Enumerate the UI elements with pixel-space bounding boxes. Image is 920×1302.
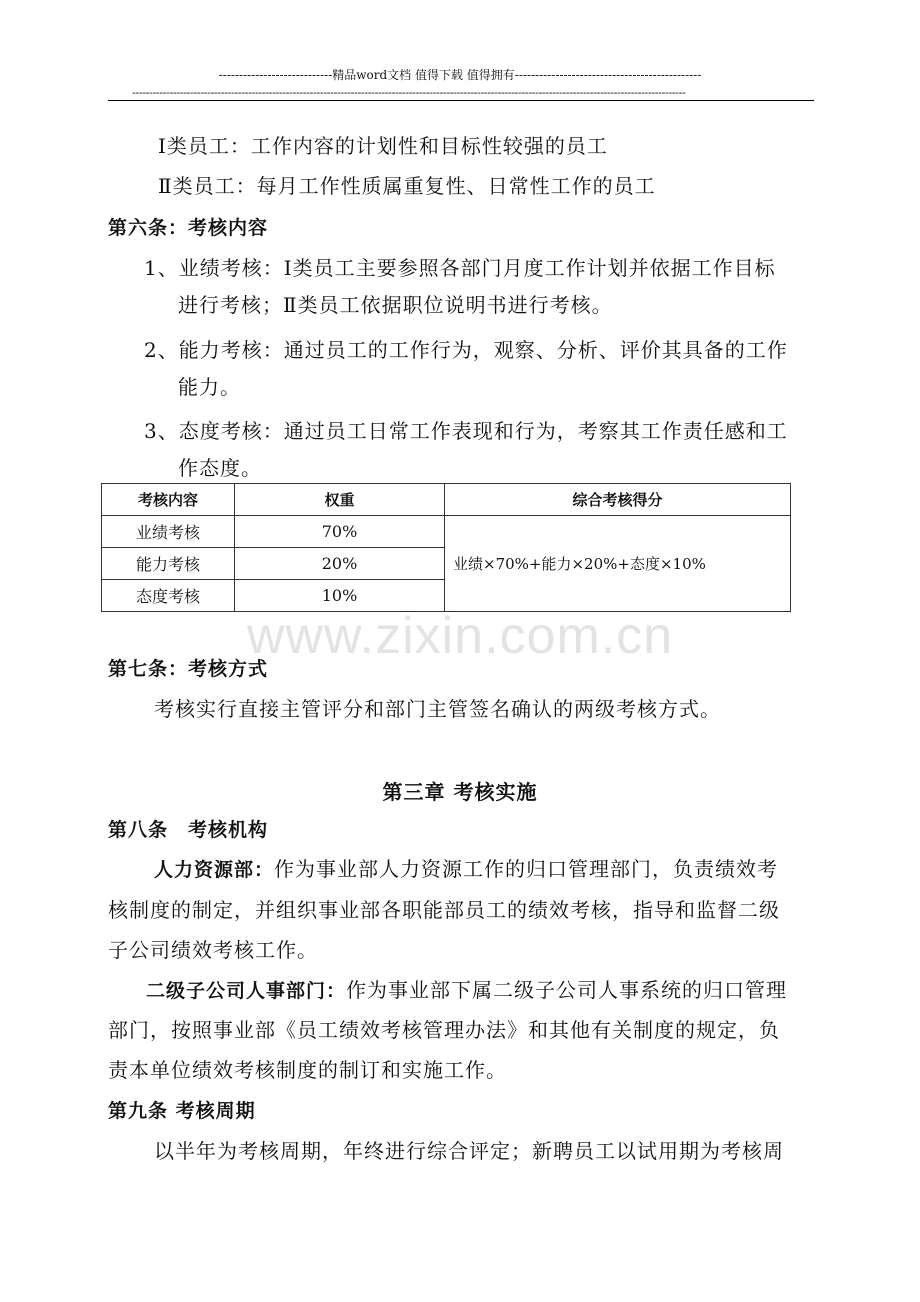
article6-item3-line2: 作态度。 [178,456,262,480]
chapter-title: 第三章 考核实施 [382,780,538,804]
header-content: 考核内容 [102,484,235,516]
article6-item1-line1: 1、业绩考核：Ⅰ类员工主要参照各部门月度工作计划并依据工作目标 [144,256,776,280]
hr-dept-text: 作为事业部人力资源工作的归口管理部门，负责绩效考 [274,857,779,881]
header-dash-line: ------------------------------------------------------------------------------------------------------------------------------------------------------------------ [132,86,686,99]
article8-hr-line1 [154,857,778,882]
article6-item1-line2: 进行考核；Ⅱ类员工依据职位说明书进行考核。 [178,293,613,317]
row-weight: 20% [235,548,445,580]
hr-dept-label: 人力资源部： [154,859,275,881]
header-score: 综合考核得分 [445,484,791,516]
article9-body: 以半年为考核周期，年终进行综合评定；新聘员工以试用期为考核周 [154,1139,784,1163]
row-weight: 10% [235,580,445,612]
watermark: www.zixin.com.cn [246,607,674,665]
score-formula: 业绩×70%+能力×20%+态度×10% [445,516,791,612]
article7-title: 第七条：考核方式 [108,658,269,680]
class1-definition: Ⅰ类员工：工作内容的计划性和目标性较强的员工 [158,134,608,158]
assessment-weight-table [101,483,791,612]
sub-company-text: 作为事业部下属二级子公司人事系统的归口管理 [346,978,788,1002]
header-rule [108,100,814,101]
article6-title: 第六条：考核内容 [108,217,269,239]
article8-hr-line3: 子公司绩效考核工作。 [108,938,318,962]
row-item: 业绩考核 [102,516,235,548]
article9-title: 第九条 考核周期 [108,1100,256,1122]
article7-body: 考核实行直接主管评分和部门主管签名确认的两级考核方式。 [154,697,721,721]
header-weight: 权重 [235,484,445,516]
article8-sub-line3: 责本单位绩效考核制度的制订和实施工作。 [108,1058,507,1082]
row-item: 能力考核 [102,548,235,580]
article8-hr-line2: 核制度的制定，并组织事业部各职能部员工的绩效考核，指导和监督二级 [108,898,780,922]
article8-sub-line1 [146,978,787,1003]
row-item: 态度考核 [102,580,235,612]
article6-item3-line1: 3、态度考核：通过员工日常工作表现和行为，考察其工作责任感和工 [144,419,788,443]
sub-company-label: 二级子公司人事部门： [146,980,347,1002]
class2-definition: Ⅱ类员工：每月工作性质属重复性、日常性工作的员工 [158,174,656,198]
row-weight: 70% [235,516,445,548]
article8-title: 第八条 考核机构 [108,819,269,841]
article6-item2-line2: 能力。 [178,375,241,399]
article8-sub-line2: 部门，按照事业部《员工绩效考核管理办法》和其他有关制度的规定，负 [108,1018,780,1042]
table-row [102,516,791,548]
page-header: ----------------------------精品word文档 值得下载 值得拥有---------------------------------------------- [218,68,702,82]
article6-item2-line1: 2、能力考核：通过员工的工作行为，观察、分析、评价其具备的工作 [144,338,788,362]
table-header-row [102,484,791,516]
